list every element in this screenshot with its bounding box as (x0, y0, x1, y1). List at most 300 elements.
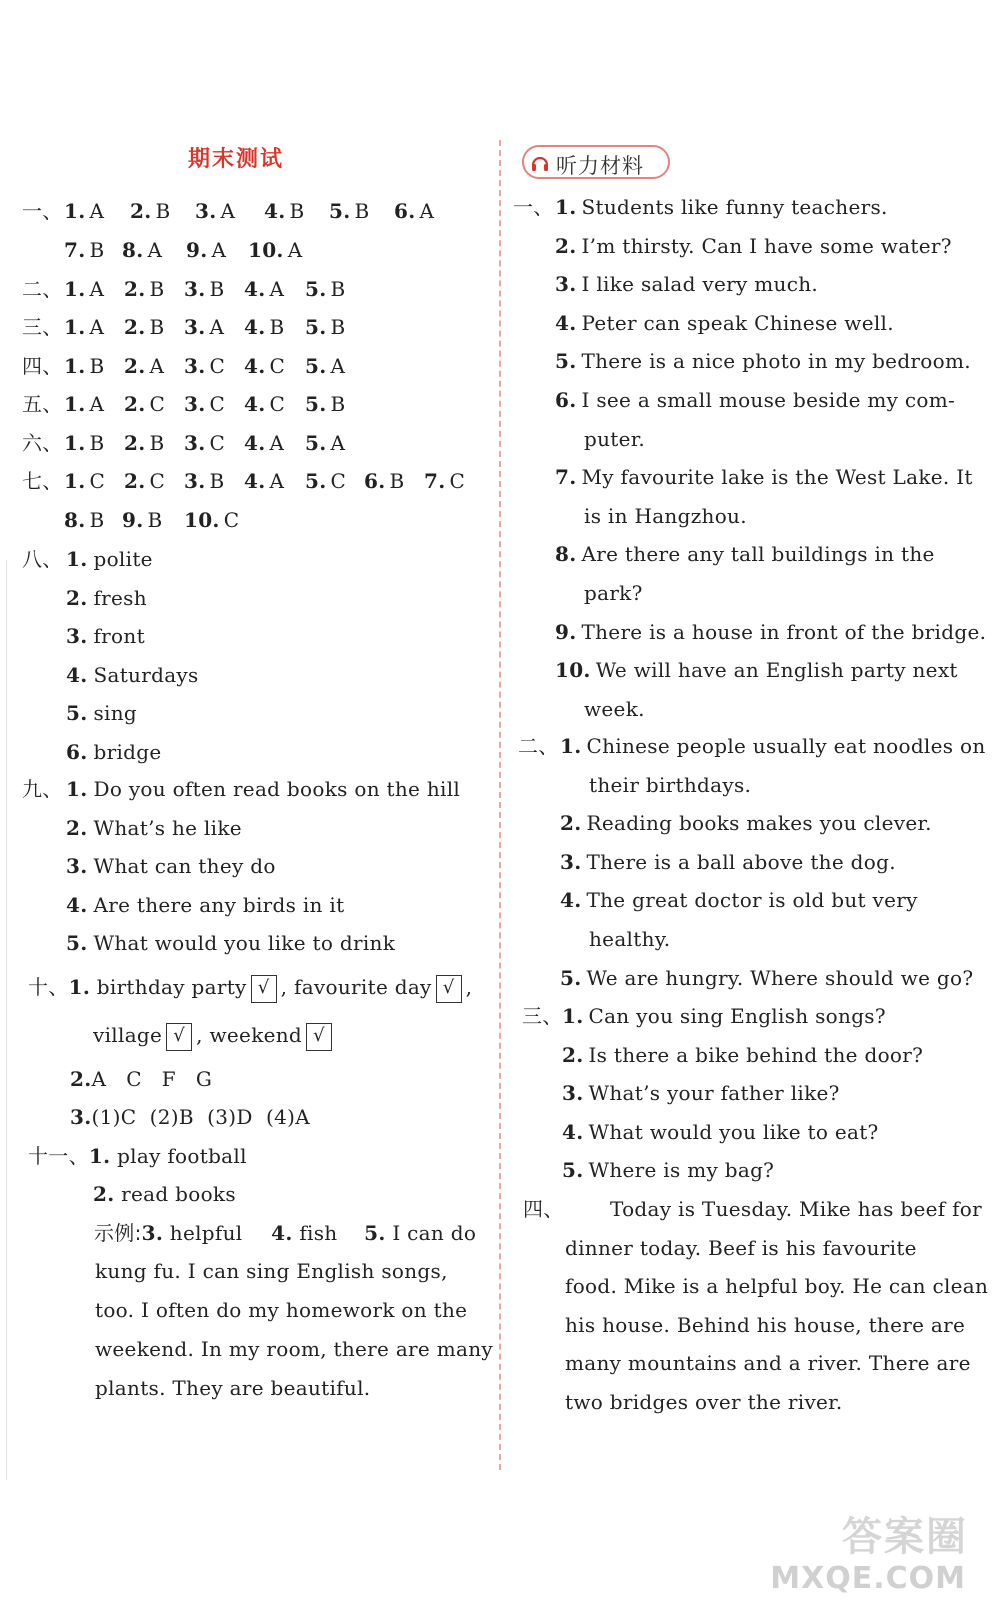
list-item (66, 892, 344, 918)
answer-item (305, 391, 345, 417)
item-number: 4. (66, 893, 88, 917)
section-label: 五、 (22, 392, 63, 416)
section-11-item2 (93, 1181, 236, 1207)
answer-item (195, 198, 235, 224)
answer-letter: C (269, 354, 286, 378)
item-number: 3. (555, 272, 577, 296)
example-paragraph-line: too. I often do my homework on the (95, 1298, 468, 1322)
script-text: My favourite lake is the West Lake. It (581, 465, 973, 489)
item-number: 4. (66, 663, 88, 687)
answer-item (244, 430, 284, 456)
check-box: √ (306, 1023, 332, 1051)
example-paragraph-line: kung fu. I can sing English songs, (95, 1259, 448, 1283)
script-text: We are hungry. Where should we go? (586, 966, 974, 990)
answer-text: play football (117, 1144, 247, 1168)
section-label: 二、 (518, 734, 559, 758)
item-number: 6. (555, 388, 577, 412)
answer-letter: B (89, 354, 105, 378)
answer-item (184, 430, 225, 456)
answer-text: Do you often read books on the hill (93, 777, 461, 801)
item-number: 4. (244, 392, 266, 416)
item-number: 1. (64, 199, 86, 223)
comma: , (465, 975, 473, 999)
item-number: 3. (560, 850, 582, 874)
item-number: 2. (562, 1043, 584, 1067)
script-text: park? (584, 581, 643, 605)
item-number: 2. (560, 811, 582, 835)
item-number: 5. (305, 277, 327, 301)
item-number: 9. (186, 238, 208, 262)
item-number: 9. (555, 620, 577, 644)
item-number: 1. (68, 975, 91, 999)
answer-letter: B (330, 277, 346, 301)
passage-line: dinner today. Beef is his favourite (565, 1236, 917, 1260)
item-number: 4. (562, 1120, 584, 1144)
section-label: 一、 (513, 195, 554, 219)
listening-material-tab (522, 145, 670, 179)
section-label: 一、 (22, 199, 63, 223)
answer-letter: A (211, 238, 227, 262)
answer-item (244, 391, 285, 417)
answer-text: What can they do (93, 854, 276, 878)
list-item (66, 700, 137, 726)
answer-letter: C (209, 431, 226, 455)
item-number: 4. (244, 277, 266, 301)
answer-letter: C (269, 392, 286, 416)
answer-item (64, 314, 104, 340)
script-line (555, 619, 986, 645)
item-number: 8. (555, 542, 577, 566)
answer-letter: B (89, 431, 105, 455)
answer-item (244, 314, 284, 340)
list-item (66, 739, 162, 765)
item-number: 4. (244, 469, 266, 493)
script-line (555, 657, 958, 683)
script-text: There is a nice photo in my bedroom. (581, 349, 971, 373)
script-text: I like salad very much. (581, 272, 819, 296)
script-text: healthy. (589, 927, 671, 951)
answer-letter: A (330, 431, 346, 455)
answer-letter: C (149, 392, 166, 416)
item-number: 5. (329, 199, 351, 223)
script-line (560, 733, 986, 759)
watermark-logo-text: 答案圈 (842, 1514, 968, 1560)
column-divider (499, 140, 501, 1470)
answer-letter: B (155, 199, 171, 223)
list-item (66, 930, 395, 956)
script-text: There is a house in front of the bridge. (581, 620, 987, 644)
answer-item (186, 237, 226, 263)
answer-text: fish (299, 1221, 338, 1245)
script-text: Can you sing English songs? (588, 1004, 886, 1028)
script-text: What would you like to eat? (588, 1120, 879, 1144)
answer-text: favourite day (294, 975, 432, 999)
item-number: 5. (66, 701, 88, 725)
answer-item (64, 507, 104, 533)
section-label: 六、 (22, 431, 63, 455)
script-line (560, 887, 918, 913)
answer-item (64, 353, 104, 379)
item-number: 2. (124, 392, 146, 416)
section-label: 三、 (22, 315, 63, 339)
check-box: √ (436, 975, 462, 1003)
answer-item (305, 430, 345, 456)
passage-line: many mountains and a river. There are (565, 1351, 971, 1375)
item-number: 1. (64, 277, 86, 301)
answer-letter: B (209, 277, 225, 301)
answer-item (124, 353, 164, 379)
answer-item (122, 237, 162, 263)
section-label: 七、 (22, 469, 63, 493)
item-number: 2. (124, 277, 146, 301)
answer-letter: A (419, 199, 435, 223)
section-11 (28, 1143, 247, 1169)
script-line (555, 310, 894, 336)
item-number: 4. (560, 888, 582, 912)
answer-letter: B (89, 238, 105, 262)
answer-letter: B (147, 508, 163, 532)
answer-text: fresh (93, 586, 147, 610)
item-number: 10. (555, 658, 591, 682)
section-10 (28, 974, 472, 1003)
answer-letter: B (89, 508, 105, 532)
item-number: 5. (364, 1221, 386, 1245)
item-number: 8. (64, 508, 86, 532)
item-number: 2. (93, 1182, 115, 1206)
script-line (555, 464, 973, 490)
list-item (66, 546, 153, 572)
script-text: I’m thirsty. Can I have some water? (581, 234, 952, 258)
answer-item (64, 237, 104, 263)
item-number: 2. (66, 586, 88, 610)
item-number: 3. (195, 199, 217, 223)
answer-item (130, 198, 170, 224)
watermark-url: MXQE.COM (770, 1561, 966, 1596)
example-paragraph-line: plants. They are beautiful. (95, 1376, 371, 1400)
answer-letter: A (89, 199, 105, 223)
answer-letter: A (147, 238, 163, 262)
left-section-title: 期末测试 (188, 147, 285, 172)
section-label: 八、 (22, 547, 63, 571)
answer-item (64, 276, 104, 302)
answer-item (122, 507, 162, 533)
item-number: 3. (184, 354, 206, 378)
section-11-example (94, 1220, 476, 1246)
answer-text: polite (93, 547, 153, 571)
item-number: 3. (184, 469, 206, 493)
answer-text: What would you like to drink (93, 931, 396, 955)
answer-item (305, 353, 345, 379)
item-number: 5. (305, 392, 327, 416)
margin-line (6, 560, 7, 1480)
answer-letter: B (149, 431, 165, 455)
script-line (555, 233, 952, 259)
passage-line: food. Mike is a helpful boy. He can clean (565, 1274, 989, 1298)
answer-text: helpful (169, 1221, 243, 1245)
script-line (560, 965, 973, 991)
answer-item (124, 276, 164, 302)
answer-text: What’s he like (93, 816, 242, 840)
script-line (555, 348, 971, 374)
script-line (560, 926, 670, 952)
section-10-item2 (70, 1066, 212, 1092)
script-text: Peter can speak Chinese well. (581, 311, 894, 335)
answer-item (184, 507, 239, 533)
answer-letter: A (287, 238, 303, 262)
script-line (555, 541, 935, 567)
answer-letter: A (89, 277, 105, 301)
answer-item (244, 468, 284, 494)
answer-text: weekend (209, 1023, 303, 1047)
script-text: What’s your father like? (588, 1081, 840, 1105)
check-box: √ (166, 1023, 192, 1051)
item-number: 1. (562, 1004, 584, 1028)
item-number: 4. (244, 431, 266, 455)
script-text: We will have an English party next (595, 658, 958, 682)
item-number: 2. (124, 315, 146, 339)
script-text: Chinese people usually eat noodles on (586, 734, 986, 758)
item-number: 1. (555, 195, 577, 219)
item-number: 3. (70, 1105, 92, 1129)
item-number: 1. (66, 777, 88, 801)
item-number: 5. (305, 354, 327, 378)
list-item (66, 776, 460, 802)
item-number: 7. (555, 465, 577, 489)
script-text: Is there a bike behind the door? (588, 1043, 924, 1067)
answer-item (244, 276, 284, 302)
script-text: their birthdays. (589, 773, 752, 797)
answer-item (64, 468, 105, 494)
answer-item (305, 276, 345, 302)
answer-item (124, 468, 165, 494)
script-line (555, 387, 955, 413)
answer-item (394, 198, 434, 224)
answer-text: village (93, 1023, 163, 1047)
answer-letter: B (289, 199, 305, 223)
answer-item (64, 430, 104, 456)
script-text: week. (584, 697, 645, 721)
item-number: 3. (562, 1081, 584, 1105)
answer-letter: C (209, 354, 226, 378)
answer-item (244, 353, 285, 379)
item-number: 6. (394, 199, 416, 223)
item-number: 5. (305, 469, 327, 493)
answer-letter: B (269, 315, 285, 339)
answer-item (124, 314, 164, 340)
script-text: I see a small mouse beside my com- (581, 388, 956, 412)
answer-letter: C (330, 469, 347, 493)
script-line (562, 1080, 840, 1106)
answer-item (184, 314, 224, 340)
script-text: Where is my bag? (588, 1158, 775, 1182)
item-number: 1. (64, 469, 86, 493)
answer-item (248, 237, 302, 263)
item-number: 1. (88, 1144, 111, 1168)
item-number: 3. (184, 431, 206, 455)
answer-letter: B (330, 392, 346, 416)
answer-item (124, 430, 164, 456)
item-number: 5. (305, 315, 327, 339)
item-number: 8. (122, 238, 144, 262)
script-text: puter. (584, 427, 646, 451)
answer-letter: A (220, 199, 236, 223)
answer-letter: B (330, 315, 346, 339)
section-label: 十、 (28, 975, 69, 999)
item-number: 9. (122, 508, 144, 532)
item-number: 1. (560, 734, 582, 758)
item-number: 3. (141, 1221, 164, 1245)
item-number: 4. (264, 199, 286, 223)
answer-letter: B (354, 199, 370, 223)
item-number: 1. (64, 354, 86, 378)
script-line (555, 503, 747, 529)
script-text: Reading books makes you clever. (586, 811, 932, 835)
item-number: 2. (124, 469, 146, 493)
item-number: 5. (560, 966, 582, 990)
answer-text: I can do (392, 1221, 477, 1245)
item-number: 4. (244, 354, 266, 378)
item-number: 2. (124, 354, 146, 378)
passage-line: his house. Behind his house, there are (565, 1313, 966, 1337)
item-number: 2. (555, 234, 577, 258)
item-number: 5. (305, 431, 327, 455)
item-number: 3. (66, 624, 88, 648)
answer-text: (1)C (2)B (3)D (4)A (91, 1105, 311, 1129)
item-number: 5. (555, 349, 577, 373)
answer-item (184, 353, 225, 379)
answer-text: Are there any birds in it (93, 893, 345, 917)
answer-letter: C (223, 508, 240, 532)
item-number: 4. (555, 311, 577, 335)
answer-letter: A (330, 354, 346, 378)
answer-letter: B (389, 469, 405, 493)
answer-letter: C (449, 469, 466, 493)
item-number: 1. (66, 547, 88, 571)
headphones-icon (530, 153, 550, 173)
item-number: 10. (184, 508, 220, 532)
item-number: 3. (184, 315, 206, 339)
item-number: 4. (271, 1221, 293, 1245)
passage-line: two bridges over the river. (565, 1390, 843, 1414)
item-number: 2. (130, 199, 152, 223)
script-text: There is a ball above the dog. (586, 850, 896, 874)
script-text: The great doctor is old but very (586, 888, 918, 912)
answer-text: birthday party (96, 975, 247, 999)
answer-text: Saturdays (93, 663, 199, 687)
script-line (555, 426, 645, 452)
script-text: is in Hangzhou. (584, 504, 747, 528)
answer-letter: C (149, 469, 166, 493)
section-label: 三、 (522, 1004, 563, 1028)
section-label: 九、 (22, 777, 63, 801)
passage-line: Today is Tuesday. Mike has beef for (610, 1197, 982, 1221)
section-label: 二、 (22, 277, 63, 301)
answer-item (329, 198, 369, 224)
item-number: 1. (64, 431, 86, 455)
item-number: 3. (184, 277, 206, 301)
section-label: 四、 (523, 1197, 564, 1221)
answer-letter: B (149, 277, 165, 301)
answer-text: front (93, 624, 145, 648)
answer-letter: A (89, 392, 105, 416)
list-item (66, 815, 242, 841)
script-text: Students like funny teachers. (581, 195, 888, 219)
script-line (555, 580, 643, 606)
listening-material-label: 听力材料 (556, 154, 644, 178)
answer-letter: C (209, 392, 226, 416)
script-line (562, 1042, 923, 1068)
script-line (555, 696, 645, 722)
list-item (66, 585, 147, 611)
answer-letter: A (149, 354, 165, 378)
answer-text: sing (93, 701, 138, 725)
section-label: 十一、 (28, 1144, 89, 1168)
answer-item (305, 314, 345, 340)
list-item (66, 623, 145, 649)
item-number: 3. (66, 854, 88, 878)
script-line (562, 1157, 774, 1183)
item-number: 5. (66, 931, 88, 955)
comma: , (196, 1023, 203, 1047)
item-number: 5. (562, 1158, 584, 1182)
script-line (560, 810, 932, 836)
answer-text: read books (121, 1182, 236, 1206)
answer-item (305, 468, 346, 494)
item-number: 4. (244, 315, 266, 339)
answer-item (184, 391, 225, 417)
answer-letter: A (89, 315, 105, 339)
answer-item (184, 276, 224, 302)
example-paragraph-line: weekend. In my room, there are many (95, 1337, 493, 1361)
script-line (555, 194, 888, 220)
script-line (560, 849, 896, 875)
answer-text: bridge (93, 740, 162, 764)
section-10-line2 (93, 1022, 336, 1051)
answer-letter: B (209, 469, 225, 493)
script-line (560, 772, 751, 798)
answer-item (184, 468, 224, 494)
script-line (562, 1003, 886, 1029)
answer-item (424, 468, 465, 494)
example-label: 示例: (94, 1221, 142, 1245)
answer-item (264, 198, 304, 224)
section-label: 四、 (22, 354, 63, 378)
script-line (555, 271, 818, 297)
section-10-item3 (70, 1104, 310, 1130)
answer-text: A C F G (91, 1067, 213, 1091)
script-line (562, 1119, 879, 1145)
item-number: 2. (70, 1067, 92, 1091)
item-number: 2. (124, 431, 146, 455)
list-item (66, 853, 276, 879)
answer-item (364, 468, 404, 494)
list-item (66, 662, 199, 688)
answer-item (64, 198, 104, 224)
item-number: 3. (184, 392, 206, 416)
answer-item (124, 391, 165, 417)
item-number: 7. (424, 469, 446, 493)
answer-letter: A (269, 469, 285, 493)
item-number: 6. (364, 469, 386, 493)
answer-letter: A (269, 431, 285, 455)
item-number: 1. (64, 392, 86, 416)
answer-letter: B (149, 315, 165, 339)
item-number: 7. (64, 238, 86, 262)
check-box: √ (251, 975, 277, 1003)
answer-letter: A (209, 315, 225, 339)
comma: , (280, 975, 288, 999)
answer-letter: C (89, 469, 106, 493)
